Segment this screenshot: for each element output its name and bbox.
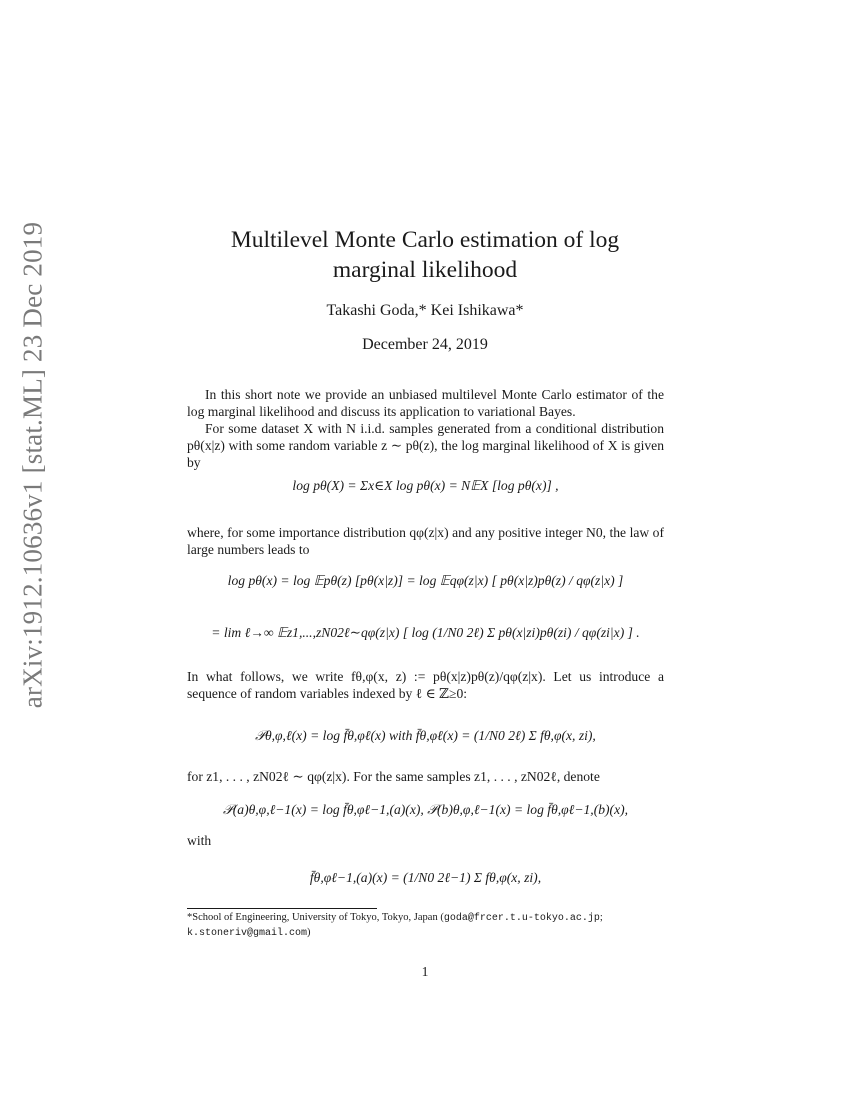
paragraph-dataset-text: For some dataset X with N i.i.d. samples generated from a conditional distribution pθ(x|z) with some random variable z ∼ pθ(z), the log marginal likelihood of X is given by xyxy=(187,421,664,470)
footnote-close: ) xyxy=(307,927,311,938)
footnote-affiliation: *School of Engineering, University of Tokyo, Tokyo, Japan ( xyxy=(187,912,444,923)
authors: Takashi Goda,* Kei Ishikawa* xyxy=(326,302,524,319)
footnote xyxy=(187,911,664,941)
equation-log-marginal: log pθ(X) = Σx∈X log pθ(x) = N𝔼X [log pθ(x)] , xyxy=(292,478,559,493)
date: December 24, 2019 xyxy=(362,336,488,353)
paragraph-intro xyxy=(187,386,664,420)
paragraph-with xyxy=(187,832,664,849)
paragraph-dataset xyxy=(187,420,664,471)
paper-title xyxy=(190,225,660,285)
arxiv-sidebar xyxy=(17,221,48,709)
equation-expectation-line-2: = lim ℓ→∞ 𝔼z1,...,zN02ℓ∼qφ(z|x) [ log (1/N0 2ℓ) Σ pθ(x|zi)pθ(zi) / qφ(zi|x) ] . xyxy=(211,625,640,640)
arxiv-id: arXiv:1912.10636v1 [stat.ML] 23 Dec 2019 xyxy=(17,221,48,709)
paragraph-importance-text: where, for some importance distribution qφ(z|x) and any positive integer N0, the law of large numbers leads to xyxy=(187,525,664,557)
email-ishikawa[interactable]: k.stoneriv@gmail.com xyxy=(187,928,308,939)
paragraph-samples-text: for z1, . . . , zN02ℓ ∼ qφ(z|x). For the same samples z1, . . . , zN02ℓ, denote xyxy=(187,769,600,784)
equation-half-average: f̄θ,φℓ−1,(a)(x) = (1/N0 2ℓ−1) Σ fθ,φ(x, zi), xyxy=(309,870,542,885)
paragraph-definition xyxy=(187,668,664,702)
email-goda[interactable]: goda@frcer.t.u-tokyo.ac.jp xyxy=(443,913,600,924)
paragraph-intro-text: In this short note we provide an unbiased multilevel Monte Carlo estimator of the log marginal likelihood and discuss its application to variational Bayes. xyxy=(187,387,664,419)
footnote-separator: ; xyxy=(599,912,603,923)
title-line-1: Multilevel Monte Carlo estimation of log xyxy=(230,227,620,253)
equation-sequence: 𝒫θ,φ,ℓ(x) = log f̄θ,φℓ(x) with f̄θ,φℓ(x) = (1/N0 2ℓ) Σ fθ,φ(x, zi), xyxy=(255,728,596,743)
paragraph-definition-text: In what follows, we write fθ,φ(x, z) := pθ(x|z)pθ(z)/qφ(z|x). Let us introduce a sequence of random variables indexed by ℓ ∈ ℤ≥0: xyxy=(187,669,664,701)
footnote-rule xyxy=(187,908,377,909)
paragraph-with-text: with xyxy=(187,833,212,848)
paragraph-importance xyxy=(187,524,664,558)
title-line-2: marginal likelihood xyxy=(332,257,518,283)
page-number: 1 xyxy=(421,964,429,979)
equation-expectation-line-1: log pθ(x) = log 𝔼pθ(z) [pθ(x|z)] = log 𝔼qφ(z|x) [ pθ(x|z)pθ(z) / qφ(z|x) ] xyxy=(227,573,624,588)
equation-antithetic: 𝒫(a)θ,φ,ℓ−1(x) = log f̄θ,φℓ−1,(a)(x), 𝒫(b)θ,φ,ℓ−1(x) = log f̄θ,φℓ−1,(b)(x), xyxy=(222,802,629,817)
paragraph-samples xyxy=(187,768,664,785)
